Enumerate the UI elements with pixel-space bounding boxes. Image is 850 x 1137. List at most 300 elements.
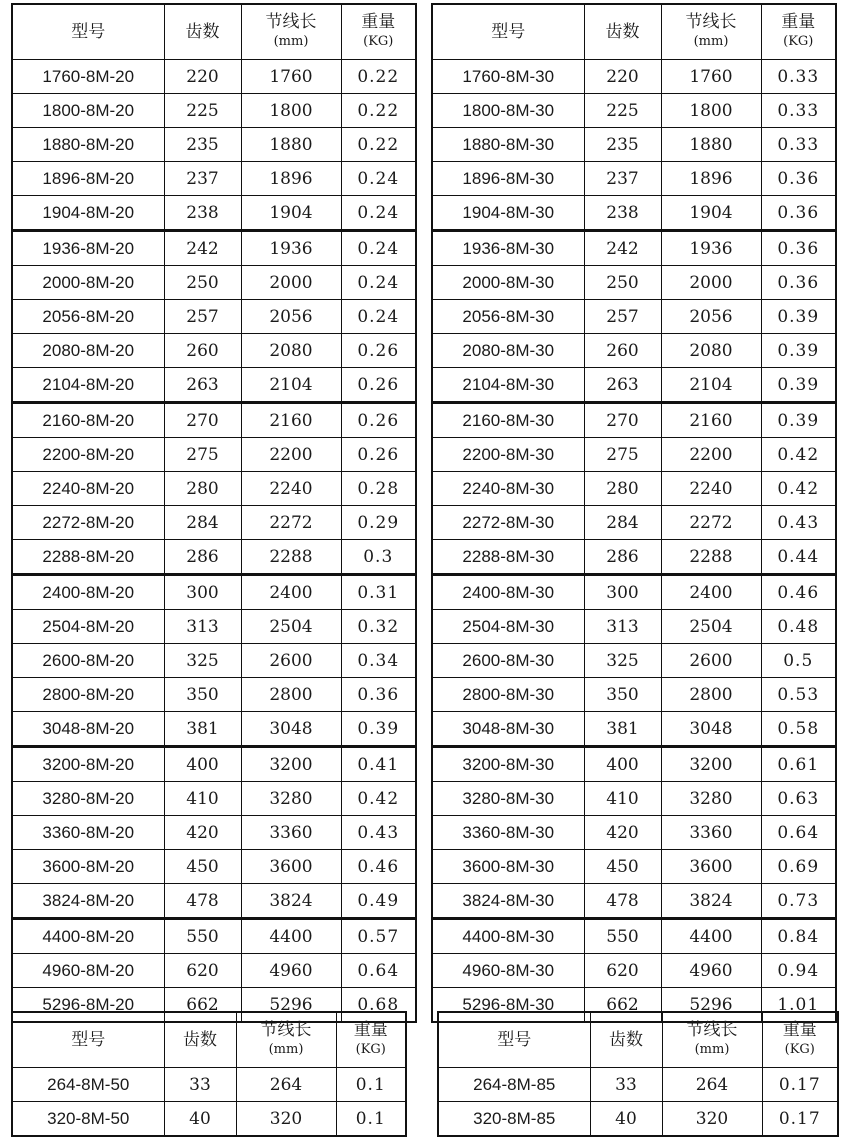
teeth-cell: 225 [164,94,241,128]
pitch-length-cell: 2056 [661,300,761,334]
weight-cell: 0.24 [341,300,416,334]
header-weight [336,1012,406,1068]
teeth-cell: 313 [584,610,661,644]
pitch-length-cell: 2288 [661,540,761,575]
model-cell: 1800-8M-20 [12,94,164,128]
model-cell: 320-8M-85 [438,1102,590,1137]
teeth-cell: 400 [584,747,661,782]
model-cell: 3048-8M-20 [12,712,164,747]
table-row [12,128,416,162]
weight-cell: 0.42 [761,472,836,506]
table-row [12,850,416,884]
header-weight-label: 重量 [782,1020,817,1040]
table-row [12,747,416,782]
header-teeth: 齿数 [584,4,661,60]
weight-cell: 0.44 [761,540,836,575]
teeth-cell: 40 [164,1102,236,1137]
pitch-length-cell: 1904 [661,196,761,231]
pitch-length-cell: 1880 [661,128,761,162]
pitch-length-cell: 2400 [661,575,761,610]
header-model: 型号 [438,1012,590,1068]
teeth-cell: 280 [164,472,241,506]
model-cell: 1880-8M-30 [432,128,584,162]
weight-cell: 0.24 [341,196,416,231]
pitch-length-cell: 5296 [661,988,761,1023]
model-cell: 3048-8M-30 [432,712,584,747]
teeth-cell: 40 [590,1102,662,1137]
weight-cell: 0.24 [341,162,416,196]
table-row [12,60,416,94]
table-row [12,162,416,196]
header-row [432,4,836,60]
pitch-length-cell: 2504 [241,610,341,644]
weight-cell: 0.3 [341,540,416,575]
weight-cell: 0.64 [761,816,836,850]
teeth-cell: 550 [164,919,241,954]
model-cell: 2272-8M-30 [432,506,584,540]
weight-cell: 0.26 [341,334,416,368]
model-cell: 4400-8M-30 [432,919,584,954]
teeth-cell: 410 [164,782,241,816]
model-cell: 2104-8M-20 [12,368,164,403]
weight-cell: 0.63 [761,782,836,816]
table-row [12,644,416,678]
pitch-length-cell: 3360 [241,816,341,850]
weight-cell: 0.39 [761,334,836,368]
model-cell: 3200-8M-30 [432,747,584,782]
pitch-length-cell: 1896 [661,162,761,196]
pitch-length-cell: 4960 [241,954,341,988]
pitch-length-cell: 1760 [661,60,761,94]
weight-cell: 0.26 [341,368,416,403]
table-row [432,816,836,850]
table-row [432,506,836,540]
weight-cell: 0.33 [761,94,836,128]
weight-cell: 0.46 [761,575,836,610]
pitch-length-cell: 264 [236,1068,336,1102]
model-cell: 3360-8M-20 [12,816,164,850]
pitch-length-cell: 3824 [661,884,761,919]
model-cell: 2056-8M-30 [432,300,584,334]
table-row [432,300,836,334]
weight-cell: 0.58 [761,712,836,747]
pitch-length-cell: 2240 [241,472,341,506]
header-weight [341,4,416,60]
pitch-length-cell: 3200 [241,747,341,782]
model-cell: 2200-8M-30 [432,438,584,472]
model-cell: 2240-8M-30 [432,472,584,506]
header-teeth: 齿数 [164,4,241,60]
pitch-length-cell: 1896 [241,162,341,196]
pitch-length-cell: 320 [236,1102,336,1137]
weight-cell: 0.31 [341,575,416,610]
table-row [438,1102,838,1137]
pitch-length-cell: 4400 [241,919,341,954]
pitch-length-cell: 5296 [241,988,341,1023]
weight-cell: 1.01 [761,988,836,1023]
table-row [12,231,416,266]
pitch-length-cell: 2104 [661,368,761,403]
weight-cell: 0.46 [341,850,416,884]
model-cell: 3824-8M-20 [12,884,164,919]
table-row [432,196,836,231]
table-row [12,403,416,438]
table-row [432,678,836,712]
teeth-cell: 263 [584,368,661,403]
teeth-cell: 225 [584,94,661,128]
weight-cell: 0.42 [341,782,416,816]
teeth-cell: 235 [164,128,241,162]
model-cell: 264-8M-85 [438,1068,590,1102]
weight-cell: 0.22 [341,60,416,94]
pitch-length-cell: 2080 [241,334,341,368]
teeth-cell: 662 [164,988,241,1023]
header-weight-unit: (KG) [784,1042,815,1057]
header-teeth: 齿数 [590,1012,662,1068]
weight-cell: 0.48 [761,610,836,644]
weight-cell: 0.94 [761,954,836,988]
teeth-cell: 242 [164,231,241,266]
teeth-cell: 220 [584,60,661,94]
teeth-cell: 260 [164,334,241,368]
pitch-length-cell: 2800 [661,678,761,712]
pitch-length-cell: 3600 [661,850,761,884]
pitch-length-cell: 3280 [661,782,761,816]
weight-cell: 0.22 [341,128,416,162]
table-row [432,128,836,162]
teeth-cell: 235 [584,128,661,162]
teeth-cell: 286 [584,540,661,575]
belt-table-8m-20 [11,3,417,1023]
teeth-cell: 410 [584,782,661,816]
table-row [432,850,836,884]
teeth-cell: 250 [164,266,241,300]
teeth-cell: 270 [584,403,661,438]
table-row [12,540,416,575]
pitch-length-cell: 2504 [661,610,761,644]
pitch-length-cell: 1904 [241,196,341,231]
teeth-cell: 237 [164,162,241,196]
model-cell: 1760-8M-20 [12,60,164,94]
table-row [12,919,416,954]
teeth-cell: 381 [584,712,661,747]
pitch-length-cell: 2800 [241,678,341,712]
model-cell: 1760-8M-30 [432,60,584,94]
teeth-cell: 313 [164,610,241,644]
teeth-cell: 381 [164,712,241,747]
header-pitch-label: 节线长 [686,1020,738,1040]
table-row [12,782,416,816]
table-row [432,610,836,644]
teeth-cell: 270 [164,403,241,438]
pitch-length-cell: 3824 [241,884,341,919]
model-cell: 2272-8M-20 [12,506,164,540]
pitch-length-cell: 1760 [241,60,341,94]
model-cell: 2800-8M-30 [432,678,584,712]
pitch-length-cell: 4400 [661,919,761,954]
teeth-cell: 220 [164,60,241,94]
pitch-length-cell: 1880 [241,128,341,162]
pitch-length-cell: 2200 [661,438,761,472]
model-cell: 2600-8M-30 [432,644,584,678]
model-cell: 1904-8M-20 [12,196,164,231]
teeth-cell: 300 [164,575,241,610]
table-row [432,266,836,300]
table-row [12,610,416,644]
pitch-length-cell: 320 [662,1102,762,1137]
pitch-length-cell: 2056 [241,300,341,334]
pitch-length-cell: 3048 [241,712,341,747]
teeth-cell: 237 [584,162,661,196]
table-row [12,816,416,850]
pitch-length-cell: 2000 [241,266,341,300]
model-cell: 1880-8M-20 [12,128,164,162]
pitch-length-cell: 3200 [661,747,761,782]
weight-cell: 0.29 [341,506,416,540]
table-row [432,747,836,782]
model-cell: 1936-8M-30 [432,231,584,266]
header-pitch-unit: (mm) [693,34,729,49]
weight-cell: 0.39 [761,300,836,334]
model-cell: 3200-8M-20 [12,747,164,782]
header-pitch-label: 节线长 [265,12,317,32]
model-cell: 2000-8M-20 [12,266,164,300]
weight-cell: 0.68 [341,988,416,1023]
model-cell: 2504-8M-20 [12,610,164,644]
pitch-length-cell: 3360 [661,816,761,850]
weight-cell: 0.61 [761,747,836,782]
pitch-length-cell: 2000 [661,266,761,300]
teeth-cell: 450 [164,850,241,884]
pitch-length-cell: 3600 [241,850,341,884]
teeth-cell: 350 [164,678,241,712]
table-row [438,1068,838,1102]
weight-cell: 0.5 [761,644,836,678]
header-weight [761,4,836,60]
belt-table-8m-30 [431,3,837,1023]
model-cell: 2104-8M-30 [432,368,584,403]
model-cell: 2240-8M-20 [12,472,164,506]
pitch-length-cell: 1936 [661,231,761,266]
table-row [432,60,836,94]
model-cell: 264-8M-50 [12,1068,164,1102]
header-pitch-length [662,1012,762,1068]
teeth-cell: 33 [590,1068,662,1102]
header-pitch-length [241,4,341,60]
model-cell: 2288-8M-20 [12,540,164,575]
model-cell: 1800-8M-30 [432,94,584,128]
model-cell: 2056-8M-20 [12,300,164,334]
pitch-length-cell: 2160 [241,403,341,438]
pitch-length-cell: 2272 [241,506,341,540]
weight-cell: 0.39 [761,403,836,438]
teeth-cell: 620 [584,954,661,988]
teeth-cell: 550 [584,919,661,954]
teeth-cell: 257 [164,300,241,334]
table-row [12,266,416,300]
pitch-length-cell: 4960 [661,954,761,988]
model-cell: 2080-8M-30 [432,334,584,368]
header-model: 型号 [12,1012,164,1068]
teeth-cell: 280 [584,472,661,506]
model-cell: 5296-8M-30 [432,988,584,1023]
teeth-cell: 284 [584,506,661,540]
header-weight [762,1012,838,1068]
table-row [12,506,416,540]
weight-cell: 0.22 [341,94,416,128]
model-cell: 3600-8M-30 [432,850,584,884]
pitch-length-cell: 1936 [241,231,341,266]
teeth-cell: 242 [584,231,661,266]
header-pitch-unit: (mm) [694,1042,730,1057]
model-cell: 2000-8M-30 [432,266,584,300]
teeth-cell: 238 [584,196,661,231]
teeth-cell: 284 [164,506,241,540]
table-row [432,438,836,472]
teeth-cell: 420 [584,816,661,850]
table-row [12,1102,406,1137]
model-cell: 2288-8M-30 [432,540,584,575]
weight-cell: 0.28 [341,472,416,506]
teeth-cell: 662 [584,988,661,1023]
model-cell: 1896-8M-20 [12,162,164,196]
weight-cell: 0.1 [336,1068,406,1102]
header-weight-label: 重量 [361,12,396,32]
weight-cell: 0.36 [341,678,416,712]
model-cell: 3280-8M-30 [432,782,584,816]
header-weight-unit: (KG) [355,1042,386,1057]
table-row [432,575,836,610]
model-cell: 1904-8M-30 [432,196,584,231]
header-pitch-length [661,4,761,60]
weight-cell: 0.64 [341,954,416,988]
table-row [12,575,416,610]
weight-cell: 0.42 [761,438,836,472]
weight-cell: 0.36 [761,162,836,196]
weight-cell: 0.32 [341,610,416,644]
table-row [432,162,836,196]
weight-cell: 0.49 [341,884,416,919]
teeth-cell: 257 [584,300,661,334]
table-row [12,94,416,128]
header-pitch-label: 节线长 [685,12,737,32]
table-row [432,94,836,128]
weight-cell: 0.57 [341,919,416,954]
weight-cell: 0.39 [761,368,836,403]
pitch-length-cell: 2160 [661,403,761,438]
header-pitch-unit: (mm) [273,34,309,49]
belt-table-8m-85 [437,1011,839,1137]
header-row [438,1012,838,1068]
model-cell: 3280-8M-20 [12,782,164,816]
model-cell: 2160-8M-20 [12,403,164,438]
model-cell: 4960-8M-20 [12,954,164,988]
teeth-cell: 33 [164,1068,236,1102]
model-cell: 2800-8M-20 [12,678,164,712]
model-cell: 2504-8M-30 [432,610,584,644]
table-row [432,540,836,575]
table-row [432,403,836,438]
header-weight-unit: (KG) [363,34,394,49]
header-model: 型号 [12,4,164,60]
table-row [12,368,416,403]
header-pitch-unit: (mm) [268,1042,304,1057]
model-cell: 2400-8M-30 [432,575,584,610]
weight-cell: 0.36 [761,266,836,300]
model-cell: 3360-8M-30 [432,816,584,850]
table-row [432,644,836,678]
belt-table-8m-50 [11,1011,407,1137]
table-row [432,919,836,954]
pitch-length-cell: 2600 [661,644,761,678]
pitch-length-cell: 2600 [241,644,341,678]
weight-cell: 0.69 [761,850,836,884]
model-cell: 4400-8M-20 [12,919,164,954]
teeth-cell: 275 [164,438,241,472]
header-weight-label: 重量 [353,1020,388,1040]
table-row [12,678,416,712]
weight-cell: 0.84 [761,919,836,954]
weight-cell: 0.36 [761,196,836,231]
pitch-length-cell: 1800 [241,94,341,128]
teeth-cell: 286 [164,540,241,575]
pitch-length-cell: 3048 [661,712,761,747]
teeth-cell: 420 [164,816,241,850]
model-cell: 1936-8M-20 [12,231,164,266]
table-row [12,472,416,506]
model-cell: 3600-8M-20 [12,850,164,884]
model-cell: 2600-8M-20 [12,644,164,678]
weight-cell: 0.36 [761,231,836,266]
table-row [432,368,836,403]
pitch-length-cell: 264 [662,1068,762,1102]
model-cell: 320-8M-50 [12,1102,164,1137]
pitch-length-cell: 1800 [661,94,761,128]
model-cell: 2200-8M-20 [12,438,164,472]
teeth-cell: 350 [584,678,661,712]
header-teeth: 齿数 [164,1012,236,1068]
header-weight-unit: (KG) [783,34,814,49]
table-row [432,472,836,506]
weight-cell: 0.34 [341,644,416,678]
teeth-cell: 620 [164,954,241,988]
header-pitch-length [236,1012,336,1068]
header-model: 型号 [432,4,584,60]
weight-cell: 0.26 [341,438,416,472]
table-row [12,1068,406,1102]
model-cell: 2400-8M-20 [12,575,164,610]
weight-cell: 0.53 [761,678,836,712]
header-weight-label: 重量 [781,12,816,32]
weight-cell: 0.41 [341,747,416,782]
teeth-cell: 263 [164,368,241,403]
pitch-length-cell: 2200 [241,438,341,472]
teeth-cell: 300 [584,575,661,610]
teeth-cell: 450 [584,850,661,884]
table-row [432,231,836,266]
model-cell: 3824-8M-30 [432,884,584,919]
table-row [432,334,836,368]
model-cell: 1896-8M-30 [432,162,584,196]
table-row [12,334,416,368]
header-pitch-label: 节线长 [260,1020,312,1040]
pitch-length-cell: 2080 [661,334,761,368]
teeth-cell: 400 [164,747,241,782]
weight-cell: 0.39 [341,712,416,747]
weight-cell: 0.33 [761,60,836,94]
teeth-cell: 478 [584,884,661,919]
teeth-cell: 478 [164,884,241,919]
